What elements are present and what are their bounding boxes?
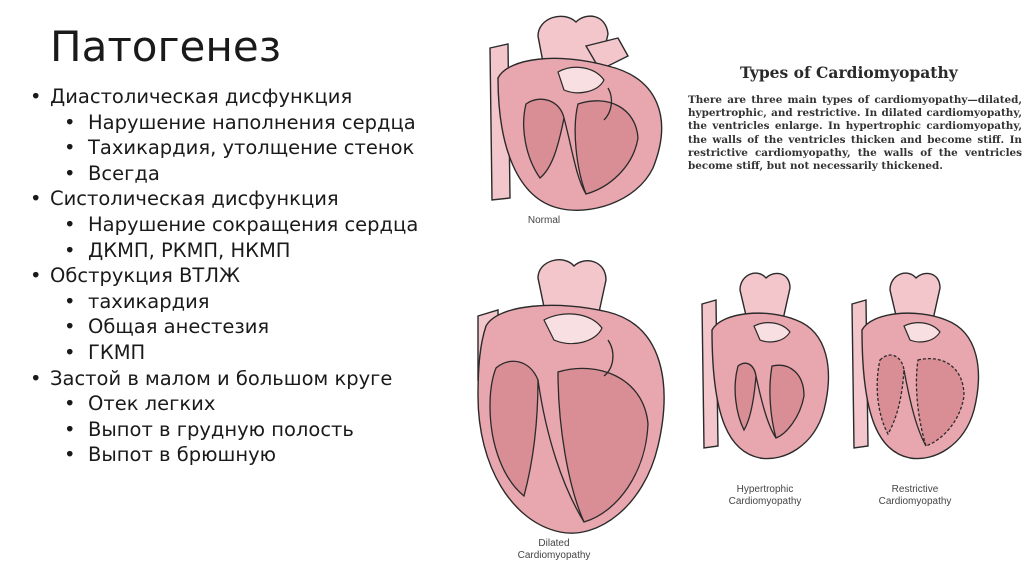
caption-dilated-line1: Dilated: [538, 538, 570, 549]
caption-dilated-line2: Cardiomyopathy: [517, 550, 591, 561]
caption-dilated: [504, 538, 604, 562]
sub-bullet: • Выпот в грудную полость: [30, 417, 450, 443]
sub-bullet: • ДКМП, РКМП, НКМП: [30, 238, 450, 264]
restrictive-heart-illustration: [846, 270, 986, 470]
slide-title: Патогенез: [50, 22, 282, 71]
normal-heart-illustration: [468, 8, 698, 218]
caption-hypertrophic-line2: Cardiomyopathy: [728, 496, 802, 507]
caption-restrictive: [860, 484, 970, 508]
sub-bullet: • Выпот в брюшную: [30, 442, 450, 468]
caption-restrictive-line2: Cardiomyopathy: [878, 496, 952, 507]
caption-hypertrophic-line1: Hypertrophic: [736, 484, 794, 495]
sub-bullet: • Отек легких: [30, 391, 450, 417]
sub-bullet: • Нарушение сокращения сердца: [30, 212, 450, 238]
figure-title: Types of Cardiomyopathy: [740, 63, 958, 82]
caption-restrictive-line1: Restrictive: [891, 484, 939, 495]
figure-description: There are three main types of cardiomyopathy—dilated, hypertrophic, and restrictive. In dilated cardiomyopathy, the ventricles enlarge. In hypertrophic cardiomyopathy, the walls of the ventricles thicken and become stiff. In restrictive cardiomyopathy, the walls of the ventricles become stiff, but not necessarily thickened.: [688, 94, 1022, 173]
cardiomyopathy-figure: [460, 0, 1024, 576]
sub-bullet: • тахикардия: [30, 289, 450, 315]
hypertrophic-heart-illustration: [696, 270, 836, 470]
bullet-systolic: • Систолическая дисфункция: [30, 186, 450, 212]
caption-hypertrophic: [710, 484, 820, 508]
sub-bullet: • Тахикардия, утолщение стенок: [30, 135, 450, 161]
dilated-heart-illustration: [468, 256, 678, 546]
sub-bullet: • Общая анестезия: [30, 314, 450, 340]
bullet-congestion: • Застой в малом и большом круге: [30, 366, 450, 392]
sub-bullet: • Нарушение наполнения сердца: [30, 110, 450, 136]
bullet-obstruction: • Обструкция ВТЛЖ: [30, 263, 450, 289]
bullet-list: [30, 84, 450, 468]
sub-bullet: • Всегда: [30, 161, 450, 187]
sub-bullet: • ГКМП: [30, 340, 450, 366]
caption-normal: Normal: [527, 215, 561, 226]
bullet-diastolic: • Диастолическая дисфункция: [30, 84, 450, 110]
